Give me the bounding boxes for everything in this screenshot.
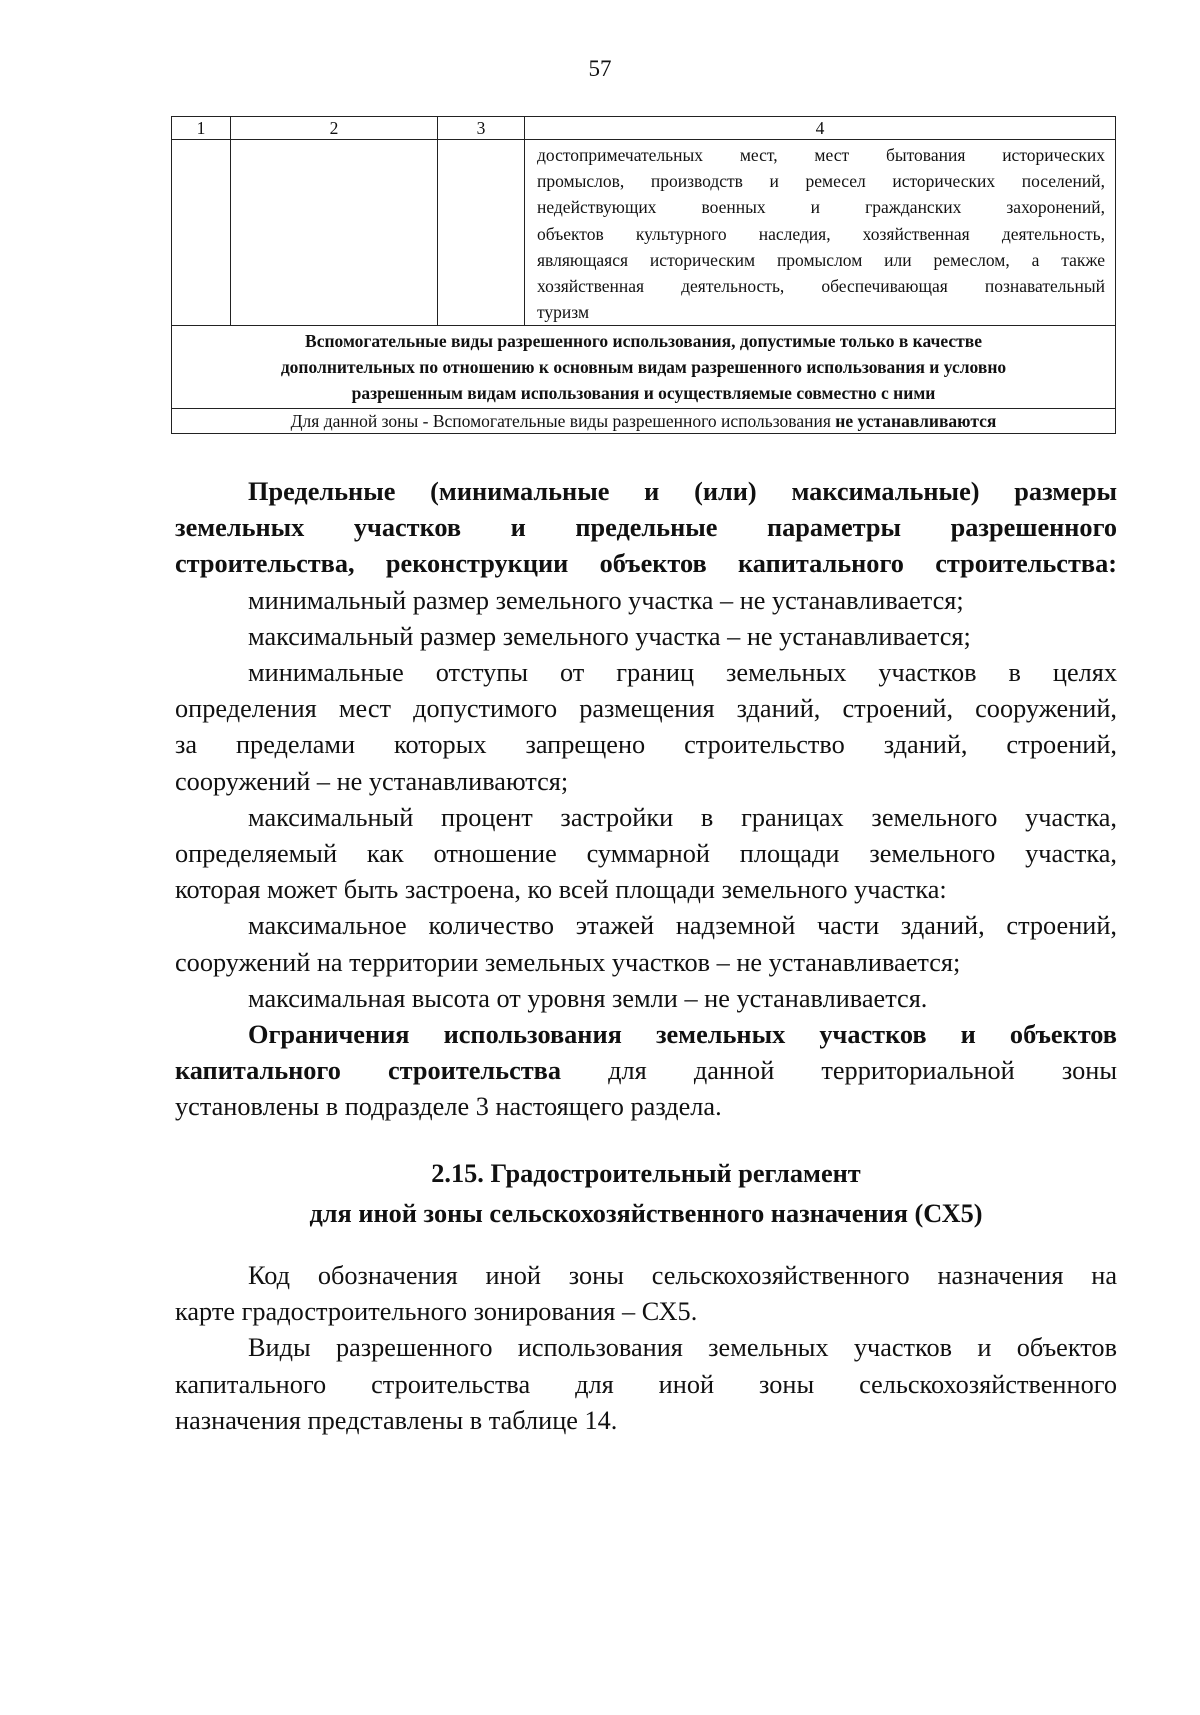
description-line: туризм (537, 302, 590, 323)
limits-paragraph-line: определения мест допустимого размещения зданий, строений, сооружений, (175, 694, 1117, 724)
restriction-bold: капитального строительства (175, 1056, 562, 1086)
zone-paragraph-line: капитального строительства для иной зоны сельскохозяйственного (175, 1369, 1117, 1399)
section-title-line: для иной зоны сельскохозяйственного назначения (СХ5) (309, 1199, 983, 1228)
restriction-line: установлены в подразделе 3 настоящего раздела. (175, 1092, 722, 1122)
table-cell-empty (231, 140, 438, 326)
limits-heading-line: земельных участков и предельные параметры разрешенного (175, 513, 1117, 543)
zone-paragraph-line: карте градостроительного зонирования – СХ5. (175, 1297, 698, 1327)
description-line: недействующих военных и гражданских захоронений, (537, 197, 1105, 218)
aux-line: дополнительных по отношению к основным видам разрешенного использования и условно (280, 357, 1007, 378)
table-cell-empty (172, 140, 231, 326)
section-zone-description (175, 1258, 1117, 1439)
section-title (175, 1154, 1117, 1234)
zone-note-bold: не устанавливаются (835, 411, 997, 432)
limits-paragraph-line: максимальная высота от уровня земли – не устанавливается. (248, 983, 928, 1013)
table-cell-description (525, 140, 1116, 326)
limits-paragraph-line: определяемый как отношение суммарной площади земельного участка, (175, 839, 1117, 869)
restriction-line (175, 1053, 1117, 1089)
auxiliary-uses-heading (172, 326, 1116, 409)
zone-paragraph-line: Код обозначения иной зоны сельскохозяйственного назначения на (248, 1261, 1117, 1290)
table-header-row (172, 117, 1116, 140)
zone-usage-table (171, 116, 1116, 434)
table-header-cell: 2 (231, 117, 438, 140)
table-header-cell: 4 (525, 117, 1116, 140)
table-header-cell: 3 (438, 117, 525, 140)
limits-heading-line: строительства, реконструкции объектов капитального строительства: (175, 549, 1117, 579)
limits-paragraph-line: сооружений – не устанавливаются; (175, 766, 569, 796)
section-title-line: 2.15. Градостроительный регламент (431, 1159, 861, 1188)
description-line: являющаяся историческим промыслом или ремеслом, а также (537, 249, 1105, 270)
limits-paragraph-line: максимальный размер земельного участка – не устанавливается; (248, 621, 971, 651)
zone-paragraph-line: назначения представлены в таблице 14. (175, 1405, 618, 1435)
limits-paragraph-line: сооружений на территории земельных участков – не устанавливается; (175, 947, 961, 977)
aux-line: Вспомогательные виды разрешенного использования, допустимые только в качестве (305, 331, 982, 352)
table-row (172, 326, 1116, 409)
description-line: достопримечательных мест, мест бытования исторических (537, 145, 1105, 165)
table-row (172, 409, 1116, 434)
limits-paragraph-line: минимальный размер земельного участка – не устанавливается; (248, 585, 964, 615)
table-cell-empty (438, 140, 525, 326)
description-line: промыслов, производств и ремесел исторических поселений, (537, 171, 1105, 192)
description-line: объектов культурного наследия, хозяйственная деятельность, (537, 223, 1105, 244)
description-line: хозяйственная деятельность, обеспечивающая познавательный (537, 276, 1105, 297)
table-row (172, 140, 1116, 326)
section-limits (175, 474, 1117, 1126)
zone-paragraph-line: Виды разрешенного использования земельных участков и объектов (248, 1333, 1117, 1363)
page-number: 57 (588, 56, 612, 81)
limits-paragraph-line: за пределами которых запрещено строительство зданий, строений, (175, 730, 1117, 760)
limits-paragraph-line: максимальный процент застройки в границах земельного участка, (248, 802, 1117, 832)
limits-paragraph-line: минимальные отступы от границ земельных участков в целях (248, 658, 1117, 688)
zone-note-cell (172, 409, 1116, 434)
limits-paragraph-line: максимальное количество этажей надземной части зданий, строений, (248, 911, 1117, 941)
zone-note-text: Для данной зоны - Вспомогательные виды разрешенного использования (290, 411, 831, 432)
table-header-cell: 1 (172, 117, 231, 140)
aux-line: разрешенным видам использования и осуществляемые совместно с ними (351, 383, 936, 404)
limits-paragraph-line: которая может быть застроена, ко всей площади земельного участка: (175, 875, 947, 905)
restriction-rest: для данной территориальной зоны (608, 1056, 1117, 1086)
restriction-line: Ограничения использования земельных участков и объектов (248, 1020, 1117, 1050)
limits-heading-line: Предельные (минимальные и (или) максимальные) размеры (248, 477, 1117, 506)
